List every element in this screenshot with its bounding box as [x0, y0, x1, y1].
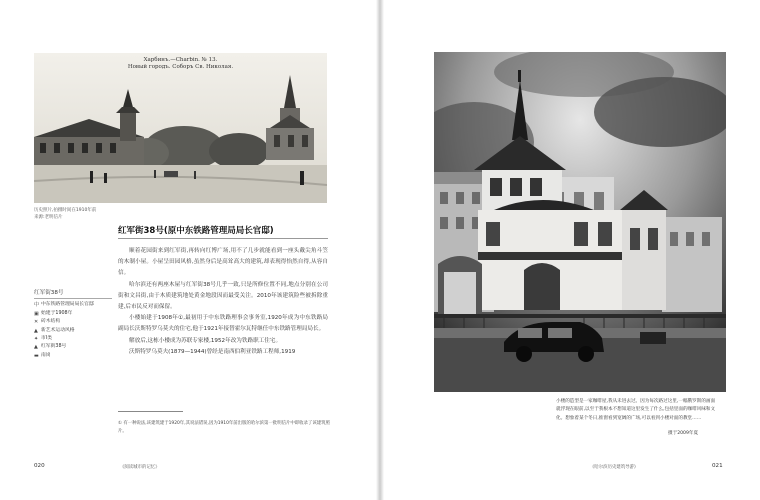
name-icon: 中: [34, 302, 40, 309]
info-row: [34, 318, 112, 326]
page-number-left: 020: [34, 463, 45, 469]
info-row: [34, 301, 112, 309]
historic-photo-illustration: [34, 53, 327, 203]
sidebar-title: 红军街38号: [34, 289, 112, 299]
info-label: 砖木结构: [41, 319, 61, 325]
info-label: 新艺术运动风格: [41, 327, 75, 333]
style-icon: ▲: [34, 327, 38, 334]
info-row: [34, 310, 112, 318]
info-row: [34, 327, 112, 335]
photo-credit: 摄于2009年夏: [668, 431, 699, 436]
paragraph: 解放后,这栋小楼成为苏联专家楼,1952年改为铁路职工住宅。: [129, 337, 282, 344]
paragraph: 顺着花园街来到红军街,再转向红博广场,用不了几步就能看到一座头戴尖角斗笠的木制小屋。小屋呈田园风格,虽然身后是高耸高大的建筑,却表现得怡然自得,从容自信。: [118, 248, 328, 277]
caption-line-1: 历史照片,拍摄时间在1910年前: [34, 208, 97, 213]
info-label: 市Ⅰ类: [41, 336, 53, 342]
paragraph: 沃斯特罗乌莫夫(1879—1944)曾经是南西伯利亚铁路工程师,1919: [129, 348, 296, 355]
info-label: 南岗: [41, 352, 51, 358]
building-info-sidebar: [34, 289, 112, 360]
postcard-caption-line-1: Харбинъ.—Charbin. № 13.: [143, 57, 218, 63]
building-photo-caption: 小楼的造型是一家咖啡屋,我从未进去过。因为每次路过这里,一幅俄罗斯的画面就浮现在眼前,以至于我根本不想知道这里发生了什么,包括里面的咖啡风味和文化。想象着某个冬日,推窗看到宽阔的广场,可以看到小楼对面的教堂……: [556, 399, 716, 421]
structure-icon: ✕: [34, 319, 39, 326]
footnote-rule: [118, 411, 183, 412]
location-icon: ▲: [34, 344, 38, 351]
paragraph: 小楼始建于1908年①,最初用于中东铁路理事会事务室,1920年成为中东铁路局副局长沃斯特罗乌莫夫的住宅,他于1921年接替霍尔瓦特继任中东铁路管理局局长。: [118, 315, 328, 333]
running-head-right: 《哈尔滨历史建筑导游》: [590, 465, 639, 470]
postcard-caption-line-2: Новый городъ. Соборъ Св. Николая.: [127, 64, 234, 70]
calendar-icon: ▣: [34, 310, 39, 317]
title-rule: [118, 238, 328, 239]
info-row: [34, 335, 112, 343]
district-icon: ▬: [34, 352, 39, 359]
info-label: 始建于1908年: [41, 310, 73, 316]
page-title: 红军街38号(原中东铁路管理局局长官邸): [118, 226, 274, 236]
info-label: 红军街38号: [41, 344, 67, 350]
historic-photo-caption: [34, 207, 154, 221]
building-photo-illustration: [434, 52, 726, 392]
caption-line-2: 来源:老明信片: [34, 215, 63, 220]
info-row: [34, 343, 112, 351]
info-label: 中东铁路管理局局长官邸: [41, 302, 94, 308]
grade-icon: ✦: [34, 336, 39, 343]
running-head-left: 《阅读城市的记忆》: [120, 465, 160, 470]
postcard-caption: [34, 57, 327, 71]
paragraph: 哈尔滨还有两座木屋与红军街38号几乎一致,只是所修位置不同,地点分别在公司街和文昌街,由于木质建筑地处黄金地段因而最受关注。2010年该建筑险些被拆除重建,后市民反对而保留。: [118, 281, 328, 311]
historic-photo: [34, 53, 327, 203]
footnote: ① 有一种说法,该建筑建于1920年,其说法错误,因为1910年前出版的哈尔滨第一批明信片中即收录了该建筑照片。: [118, 421, 330, 434]
page-number-right: 021: [712, 463, 723, 469]
book-gutter: [376, 0, 384, 500]
body-text: [118, 246, 328, 358]
building-photo: [434, 52, 726, 392]
info-row: [34, 352, 112, 360]
